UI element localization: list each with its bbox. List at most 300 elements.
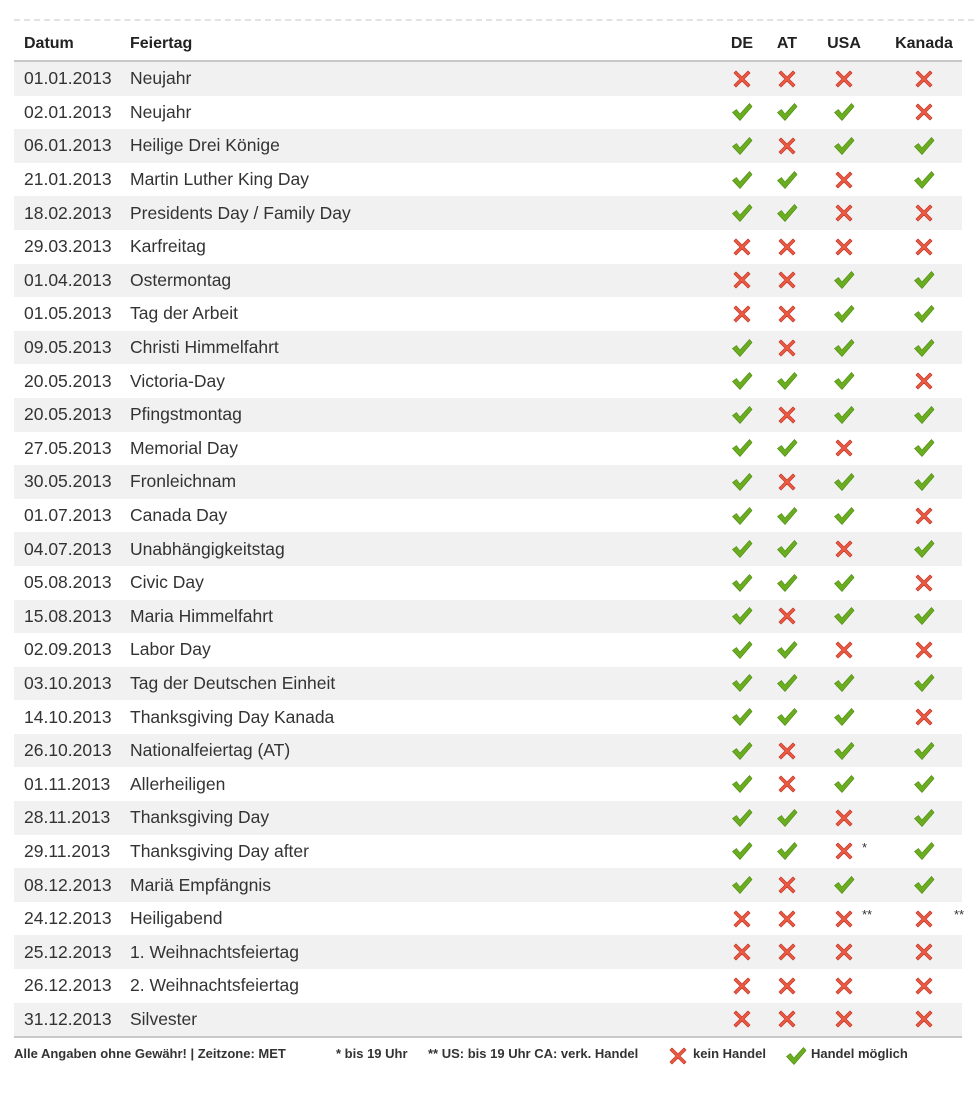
check-icon: [730, 840, 754, 860]
footnote-marker: *: [862, 839, 868, 855]
holiday-name: Heiligabend: [120, 902, 712, 936]
check-icon: [775, 437, 799, 457]
check-icon: [775, 639, 799, 659]
cross-icon: [775, 471, 799, 491]
holiday-date: 05.08.2013: [14, 566, 120, 600]
status-cell-at: [772, 163, 802, 197]
holiday-name: Mariä Empfängnis: [120, 868, 712, 902]
table-row: [14, 163, 962, 197]
cross-icon: [912, 1008, 936, 1028]
check-icon: [832, 303, 856, 323]
status-cell-at: [772, 667, 802, 701]
check-icon: [912, 739, 936, 759]
holiday-date: 20.05.2013: [14, 364, 120, 398]
status-cell-usa: [802, 196, 886, 230]
column-header-kanada: Kanada: [886, 27, 962, 61]
status-cell-kanada: [886, 667, 962, 701]
cross-icon: [775, 874, 799, 894]
cross-icon: [775, 974, 799, 994]
status-cell-at: [772, 801, 802, 835]
holiday-name: Martin Luther King Day: [120, 163, 712, 197]
table-row: [14, 935, 962, 969]
holiday-name: Thanksgiving Day after: [120, 835, 712, 869]
table-row: [14, 600, 962, 634]
status-cell-kanada: [886, 868, 962, 902]
status-cell-kanada: [886, 398, 962, 432]
status-cell-kanada: [886, 801, 962, 835]
status-cell-de: [712, 600, 772, 634]
holiday-date: 09.05.2013: [14, 331, 120, 365]
holiday-date: 01.05.2013: [14, 297, 120, 331]
status-cell-kanada: [886, 767, 962, 801]
table-row: [14, 331, 962, 365]
cross-icon: [912, 101, 936, 121]
status-cell-at: [772, 264, 802, 298]
status-cell-usa: [802, 902, 886, 936]
holiday-name: Thanksgiving Day Kanada: [120, 700, 712, 734]
status-cell-usa: [802, 734, 886, 768]
cross-icon: [832, 168, 856, 188]
check-icon: [730, 370, 754, 390]
column-header-de: DE: [712, 27, 772, 61]
table-row: [14, 868, 962, 902]
top-divider: [14, 19, 974, 21]
check-icon: [832, 605, 856, 625]
table-row: [14, 364, 962, 398]
check-icon: [730, 706, 754, 726]
status-cell-de: [712, 868, 772, 902]
status-cell-usa: [802, 1003, 886, 1038]
check-icon: [730, 403, 754, 423]
status-cell-kanada: [886, 297, 962, 331]
status-cell-usa: [802, 264, 886, 298]
holiday-table: [14, 27, 965, 1038]
holiday-name: Tag der Arbeit: [120, 297, 712, 331]
cross-icon: [730, 235, 754, 255]
holiday-name: Presidents Day / Family Day: [120, 196, 712, 230]
status-cell-at: [772, 767, 802, 801]
status-cell-usa: [802, 935, 886, 969]
column-header-datum: Datum: [14, 27, 120, 61]
check-icon: [775, 672, 799, 692]
cross-icon: [730, 303, 754, 323]
check-icon: [912, 336, 936, 356]
cross-icon: [832, 840, 856, 860]
table-row: [14, 432, 962, 466]
check-icon: [912, 773, 936, 793]
status-cell-at: [772, 398, 802, 432]
cross-icon: [912, 235, 936, 255]
table-row: [14, 398, 962, 432]
check-icon: [775, 101, 799, 121]
table-row: [14, 566, 962, 600]
check-icon: [912, 437, 936, 457]
holiday-date: 29.11.2013: [14, 835, 120, 869]
status-cell-at: [772, 129, 802, 163]
status-cell-kanada: [886, 364, 962, 398]
holiday-name: Maria Himmelfahrt: [120, 600, 712, 634]
holiday-date: 01.11.2013: [14, 767, 120, 801]
status-cell-usa: [802, 801, 886, 835]
holiday-name: 1. Weihnachtsfeiertag: [120, 935, 712, 969]
check-icon: [912, 135, 936, 155]
check-icon: [730, 336, 754, 356]
cross-icon: [775, 1008, 799, 1028]
cross-icon: [832, 437, 856, 457]
table-row: [14, 297, 962, 331]
holiday-name: Neujahr: [120, 96, 712, 130]
status-cell-at: [772, 532, 802, 566]
status-cell-kanada: [886, 96, 962, 130]
check-icon: [775, 370, 799, 390]
status-cell-de: [712, 700, 772, 734]
footer-note-double-star: ** US: bis 19 Uhr CA: verk. Handel: [428, 1046, 639, 1061]
footer-note-single-star: * bis 19 Uhr: [336, 1046, 408, 1061]
check-icon: [832, 135, 856, 155]
check-icon: [730, 639, 754, 659]
check-icon: [730, 806, 754, 826]
holiday-date: 27.05.2013: [14, 432, 120, 466]
status-cell-de: [712, 398, 772, 432]
check-icon: [832, 471, 856, 491]
status-cell-kanada: [886, 163, 962, 197]
status-cell-de: [712, 801, 772, 835]
cross-icon: [775, 773, 799, 793]
table-row: [14, 902, 962, 936]
holiday-name: Unabhängigkeitstag: [120, 532, 712, 566]
column-header-usa: USA: [802, 27, 886, 61]
holiday-date: 26.12.2013: [14, 969, 120, 1003]
check-icon: [912, 269, 936, 289]
holiday-date: 14.10.2013: [14, 700, 120, 734]
status-cell-at: [772, 700, 802, 734]
holiday-name: Heilige Drei Könige: [120, 129, 712, 163]
table-row: [14, 499, 962, 533]
holiday-date: 18.02.2013: [14, 196, 120, 230]
status-cell-de: [712, 364, 772, 398]
table-row: [14, 196, 962, 230]
check-icon: [730, 168, 754, 188]
status-cell-kanada: [886, 465, 962, 499]
status-cell-de: [712, 196, 772, 230]
holiday-name: Memorial Day: [120, 432, 712, 466]
check-icon: [912, 672, 936, 692]
status-cell-kanada: [886, 1003, 962, 1038]
check-icon: [775, 571, 799, 591]
check-icon: [912, 303, 936, 323]
check-icon: [912, 806, 936, 826]
status-cell-de: [712, 835, 772, 869]
check-icon: [730, 504, 754, 524]
check-icon: [832, 336, 856, 356]
holiday-date: 01.01.2013: [14, 61, 120, 96]
check-icon: [730, 571, 754, 591]
cross-icon: [912, 941, 936, 961]
holiday-name: Christi Himmelfahrt: [120, 331, 712, 365]
legend-no-trading-label: kein Handel: [693, 1046, 766, 1061]
cross-icon: [775, 67, 799, 87]
cross-icon: [832, 1008, 856, 1028]
status-cell-at: [772, 465, 802, 499]
table-row: [14, 667, 962, 701]
legend-cross-icon: [666, 1044, 690, 1071]
table-row: [14, 969, 962, 1003]
check-icon: [775, 806, 799, 826]
status-cell-de: [712, 969, 772, 1003]
table-row: [14, 801, 962, 835]
holiday-date: 28.11.2013: [14, 801, 120, 835]
check-icon: [832, 101, 856, 121]
cross-icon: [912, 907, 936, 927]
check-icon: [912, 471, 936, 491]
holiday-name: Labor Day: [120, 633, 712, 667]
status-cell-kanada: [886, 61, 962, 96]
status-cell-kanada: [886, 835, 962, 869]
table-row: [14, 230, 962, 264]
check-icon: [912, 840, 936, 860]
cross-icon: [775, 336, 799, 356]
table-footer: [14, 1044, 962, 1066]
status-cell-de: [712, 264, 772, 298]
holiday-date: 31.12.2013: [14, 1003, 120, 1038]
holiday-name: Canada Day: [120, 499, 712, 533]
status-cell-at: [772, 566, 802, 600]
status-cell-usa: [802, 633, 886, 667]
status-cell-at: [772, 600, 802, 634]
status-cell-usa: [802, 566, 886, 600]
status-cell-usa: [802, 96, 886, 130]
check-icon: [832, 706, 856, 726]
status-cell-at: [772, 1003, 802, 1038]
table-row: [14, 734, 962, 768]
status-cell-usa: [802, 767, 886, 801]
status-cell-usa: [802, 230, 886, 264]
check-icon: [730, 471, 754, 491]
status-cell-usa: [802, 297, 886, 331]
status-cell-at: [772, 499, 802, 533]
cross-icon: [775, 303, 799, 323]
table-row: [14, 700, 962, 734]
status-cell-de: [712, 432, 772, 466]
check-icon: [730, 874, 754, 894]
check-icon: [730, 773, 754, 793]
status-cell-kanada: [886, 734, 962, 768]
table-row: [14, 532, 962, 566]
check-icon: [832, 403, 856, 423]
status-cell-kanada: [886, 230, 962, 264]
holiday-date: 24.12.2013: [14, 902, 120, 936]
status-cell-at: [772, 331, 802, 365]
status-cell-kanada: [886, 129, 962, 163]
check-icon: [832, 739, 856, 759]
status-cell-at: [772, 96, 802, 130]
status-cell-de: [712, 465, 772, 499]
check-icon: [730, 135, 754, 155]
holiday-name: Ostermontag: [120, 264, 712, 298]
status-cell-usa: [802, 969, 886, 1003]
table-row: [14, 1003, 962, 1038]
holiday-name: Tag der Deutschen Einheit: [120, 667, 712, 701]
holiday-name: Allerheiligen: [120, 767, 712, 801]
footnote-marker: **: [954, 906, 965, 922]
status-cell-at: [772, 835, 802, 869]
status-cell-de: [712, 902, 772, 936]
cross-icon: [730, 1008, 754, 1028]
status-cell-at: [772, 935, 802, 969]
status-cell-usa: [802, 398, 886, 432]
status-cell-de: [712, 767, 772, 801]
status-cell-de: [712, 129, 772, 163]
status-cell-de: [712, 331, 772, 365]
status-cell-usa: [802, 700, 886, 734]
status-cell-kanada: [886, 264, 962, 298]
check-icon: [832, 672, 856, 692]
status-cell-usa: [802, 364, 886, 398]
status-cell-de: [712, 566, 772, 600]
check-icon: [832, 874, 856, 894]
status-cell-usa: [802, 835, 886, 869]
check-icon: [730, 739, 754, 759]
cross-icon: [912, 706, 936, 726]
cross-icon: [730, 974, 754, 994]
status-cell-kanada: [886, 196, 962, 230]
check-icon: [832, 571, 856, 591]
check-icon: [775, 504, 799, 524]
cross-icon: [775, 605, 799, 625]
status-cell-de: [712, 667, 772, 701]
status-cell-kanada: [886, 532, 962, 566]
status-cell-de: [712, 96, 772, 130]
status-cell-de: [712, 163, 772, 197]
status-cell-kanada: [886, 969, 962, 1003]
holiday-date: 01.07.2013: [14, 499, 120, 533]
check-icon: [912, 605, 936, 625]
holiday-date: 01.04.2013: [14, 264, 120, 298]
holiday-name: Fronleichnam: [120, 465, 712, 499]
cross-icon: [832, 202, 856, 222]
status-cell-at: [772, 902, 802, 936]
check-icon: [832, 773, 856, 793]
footnote-marker: **: [862, 906, 873, 922]
status-cell-de: [712, 230, 772, 264]
check-icon: [730, 437, 754, 457]
holiday-name: Silvester: [120, 1003, 712, 1038]
check-icon: [912, 403, 936, 423]
cross-icon: [775, 739, 799, 759]
cross-icon: [775, 135, 799, 155]
status-cell-usa: [802, 129, 886, 163]
check-icon: [730, 101, 754, 121]
status-cell-de: [712, 61, 772, 96]
holiday-date: 29.03.2013: [14, 230, 120, 264]
table-row: [14, 129, 962, 163]
cross-icon: [832, 538, 856, 558]
status-cell-usa: [802, 532, 886, 566]
holiday-date: 25.12.2013: [14, 935, 120, 969]
check-icon: [730, 538, 754, 558]
holiday-date: 15.08.2013: [14, 600, 120, 634]
cross-icon: [730, 67, 754, 87]
status-cell-kanada: [886, 935, 962, 969]
holiday-date: 30.05.2013: [14, 465, 120, 499]
holiday-name: 2. Weihnachtsfeiertag: [120, 969, 712, 1003]
cross-icon: [912, 202, 936, 222]
status-cell-kanada: [886, 331, 962, 365]
status-cell-kanada: [886, 566, 962, 600]
status-cell-usa: [802, 499, 886, 533]
check-icon: [912, 168, 936, 188]
cross-icon: [912, 504, 936, 524]
status-cell-at: [772, 364, 802, 398]
cross-icon: [832, 639, 856, 659]
cross-icon: [775, 941, 799, 961]
cross-icon: [912, 67, 936, 87]
cross-icon: [912, 639, 936, 659]
holiday-date: 08.12.2013: [14, 868, 120, 902]
cross-icon: [730, 941, 754, 961]
holiday-date: 06.01.2013: [14, 129, 120, 163]
status-cell-at: [772, 969, 802, 1003]
check-icon: [775, 168, 799, 188]
status-cell-at: [772, 61, 802, 96]
cross-icon: [730, 269, 754, 289]
status-cell-de: [712, 734, 772, 768]
status-cell-usa: [802, 667, 886, 701]
status-cell-at: [772, 432, 802, 466]
status-cell-at: [772, 633, 802, 667]
status-cell-de: [712, 1003, 772, 1038]
cross-icon: [832, 67, 856, 87]
check-icon: [832, 370, 856, 390]
status-cell-usa: [802, 163, 886, 197]
table-row: [14, 767, 962, 801]
table-row: [14, 633, 962, 667]
column-header-at: AT: [772, 27, 802, 61]
status-cell-usa: [802, 868, 886, 902]
status-cell-kanada: [886, 432, 962, 466]
status-cell-de: [712, 633, 772, 667]
status-cell-kanada: [886, 499, 962, 533]
cross-icon: [775, 907, 799, 927]
status-cell-usa: [802, 331, 886, 365]
check-icon: [832, 269, 856, 289]
holiday-date: 04.07.2013: [14, 532, 120, 566]
holiday-date: 21.01.2013: [14, 163, 120, 197]
status-cell-de: [712, 532, 772, 566]
table-row: [14, 264, 962, 298]
holiday-name: Thanksgiving Day: [120, 801, 712, 835]
holiday-date: 02.09.2013: [14, 633, 120, 667]
status-cell-de: [712, 297, 772, 331]
status-cell-kanada: [886, 633, 962, 667]
status-cell-usa: [802, 600, 886, 634]
table-row: [14, 61, 962, 96]
check-icon: [730, 672, 754, 692]
cross-icon: [832, 907, 856, 927]
status-cell-usa: [802, 432, 886, 466]
table-header-row: [14, 27, 962, 61]
status-cell-at: [772, 734, 802, 768]
column-header-feiertag: Feiertag: [120, 27, 712, 61]
holiday-name: Victoria-Day: [120, 364, 712, 398]
cross-icon: [775, 403, 799, 423]
legend-check-icon: [784, 1044, 808, 1071]
status-cell-at: [772, 230, 802, 264]
table-row: [14, 465, 962, 499]
check-icon: [775, 538, 799, 558]
status-cell-at: [772, 297, 802, 331]
check-icon: [912, 538, 936, 558]
